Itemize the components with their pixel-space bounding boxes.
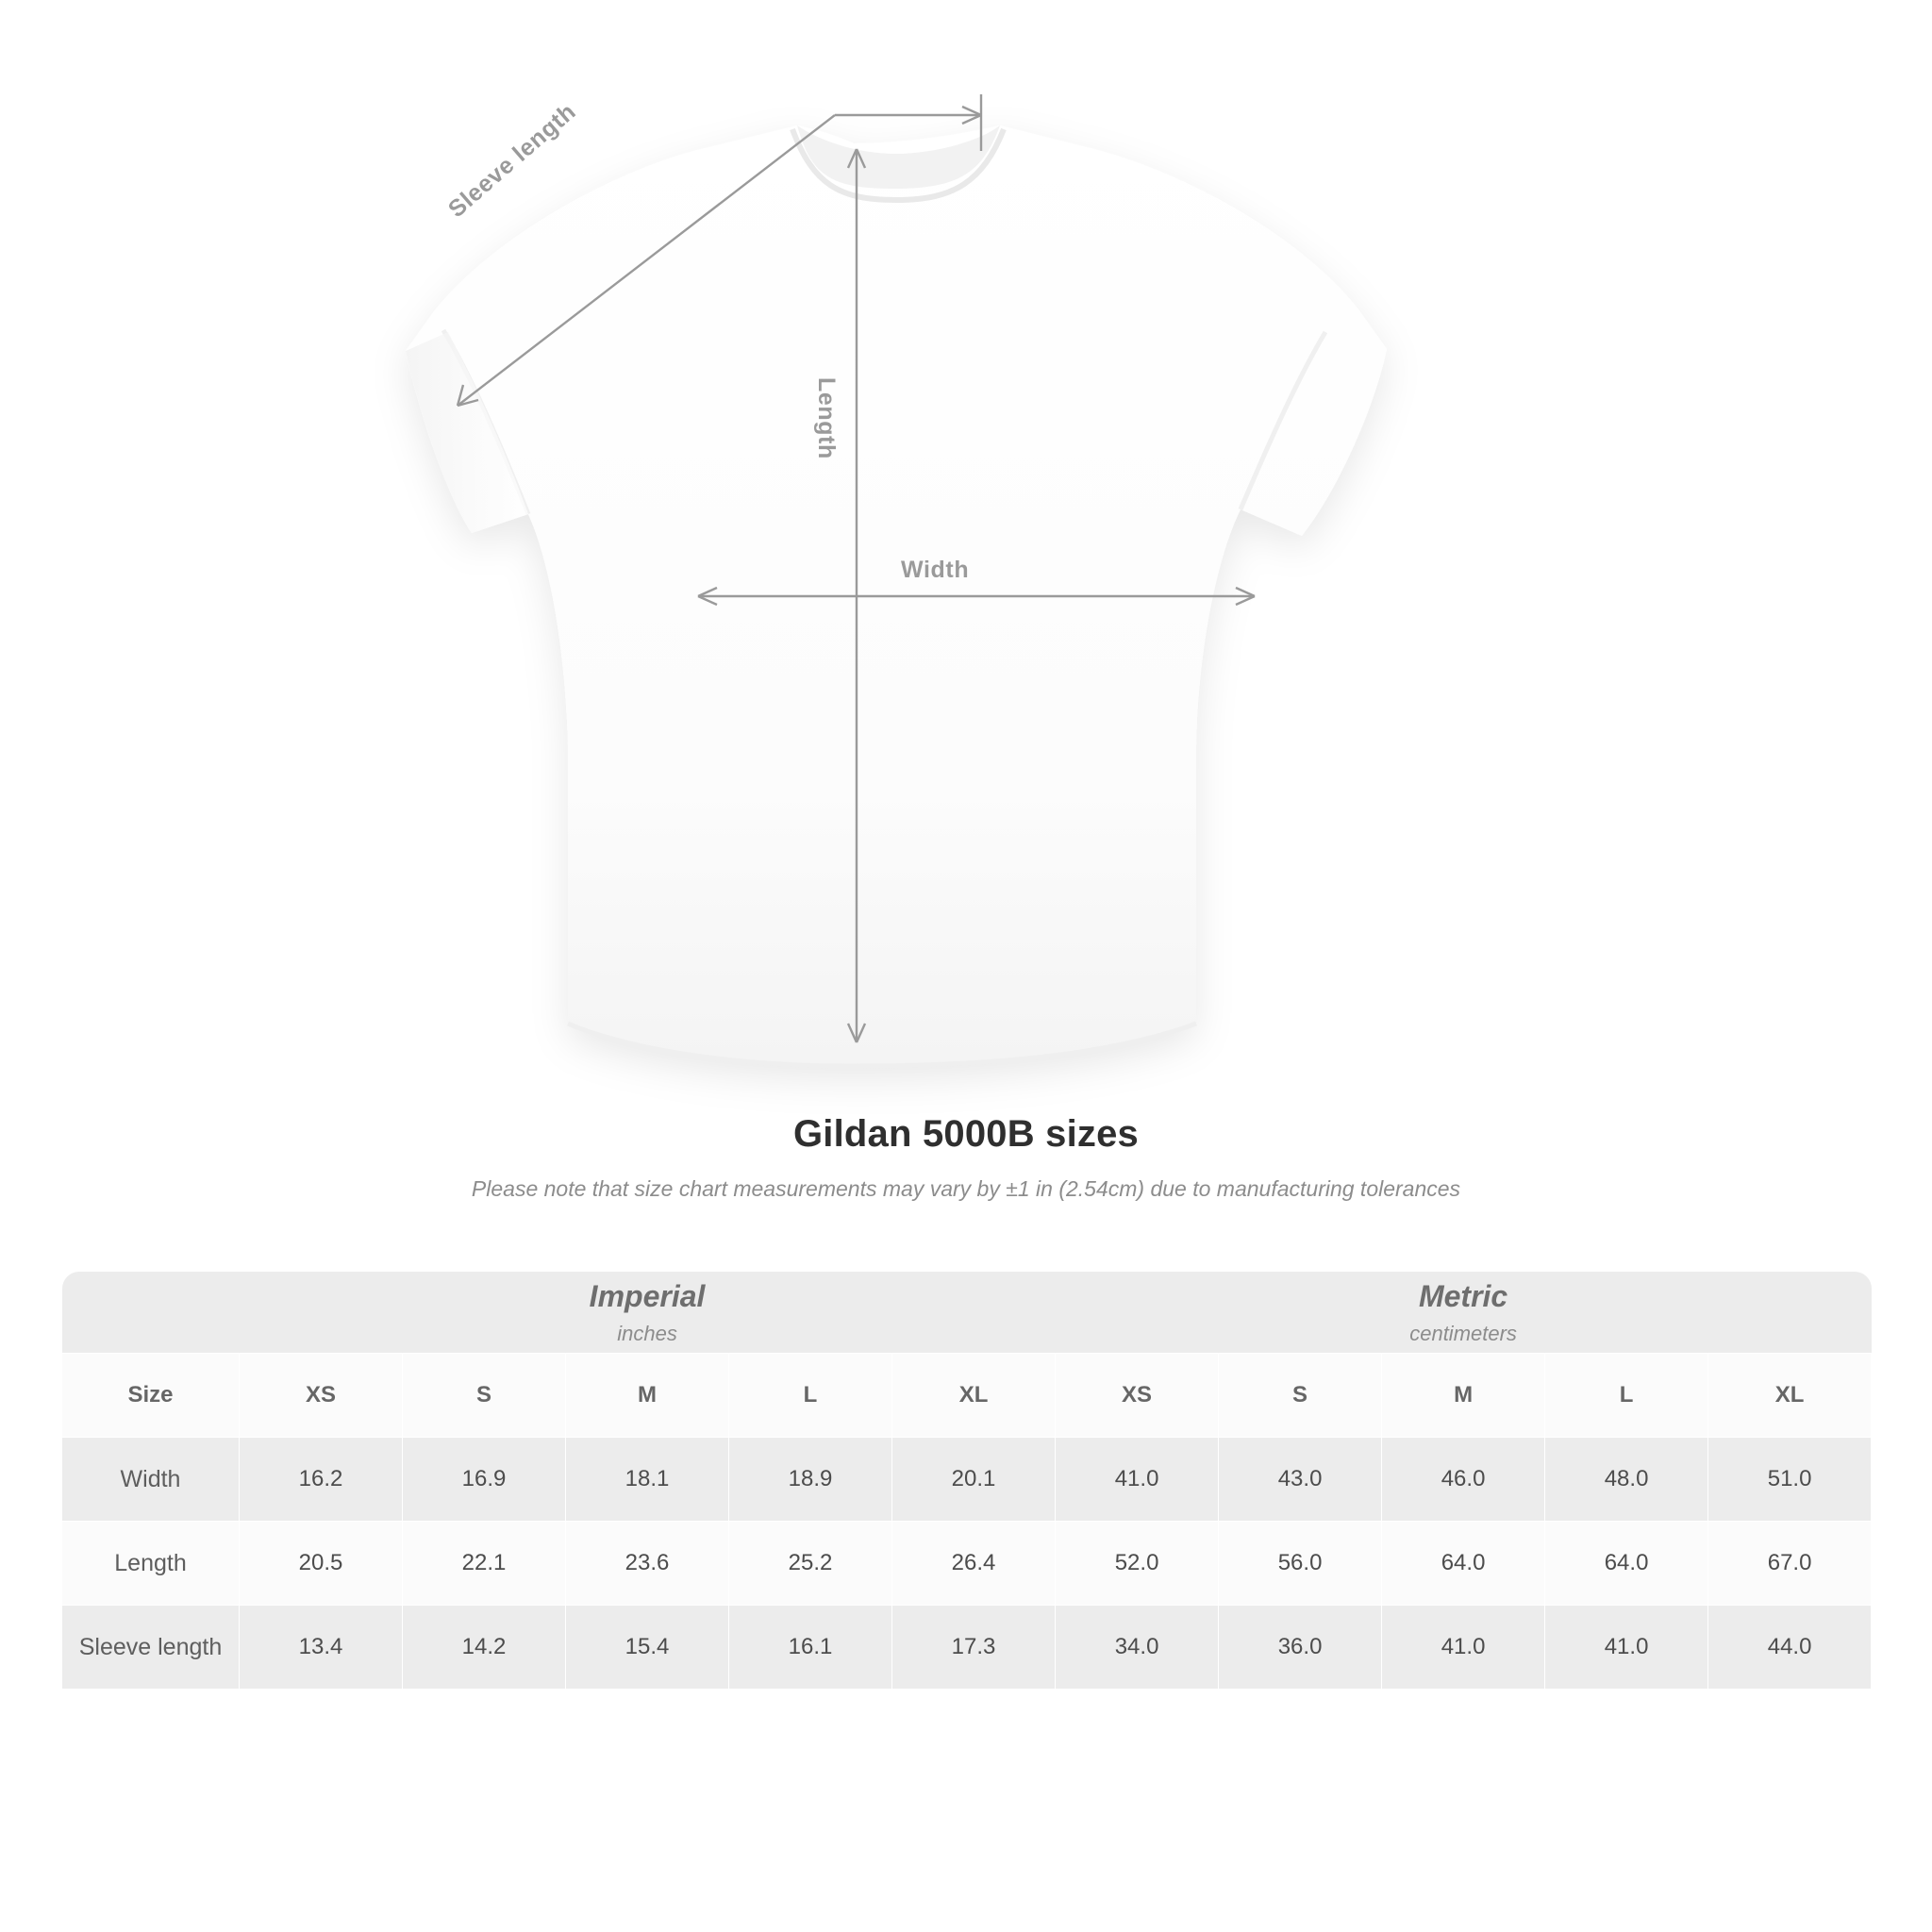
cell-length-8: 64.0 bbox=[1545, 1522, 1708, 1606]
size-table-container bbox=[61, 1272, 1871, 1690]
unit-group-row bbox=[62, 1272, 1872, 1354]
header-col-7: M bbox=[1382, 1354, 1545, 1438]
size-table bbox=[61, 1272, 1872, 1690]
cell-width-3: 18.9 bbox=[729, 1438, 892, 1522]
header-col-3: L bbox=[729, 1354, 892, 1438]
row-label-width: Width bbox=[62, 1438, 240, 1522]
table-row bbox=[62, 1606, 1872, 1690]
row-label-sleeve-length: Sleeve length bbox=[62, 1606, 240, 1690]
table-row bbox=[62, 1438, 1872, 1522]
cell-width-7: 46.0 bbox=[1382, 1438, 1545, 1522]
unit-group-imperial-sub: inches bbox=[617, 1321, 677, 1345]
header-col-4: XL bbox=[892, 1354, 1056, 1438]
cell-sleeve-8: 41.0 bbox=[1545, 1606, 1708, 1690]
cell-width-9: 51.0 bbox=[1708, 1438, 1872, 1522]
unit-group-metric-name: Metric bbox=[1418, 1278, 1508, 1313]
row-label-length: Length bbox=[62, 1522, 240, 1606]
cell-sleeve-1: 14.2 bbox=[403, 1606, 566, 1690]
header-col-9: XL bbox=[1708, 1354, 1872, 1438]
cell-length-0: 20.5 bbox=[240, 1522, 403, 1606]
cell-sleeve-2: 15.4 bbox=[566, 1606, 729, 1690]
unit-group-imperial bbox=[240, 1272, 1056, 1354]
title-block bbox=[0, 1113, 1932, 1202]
header-col-5: XS bbox=[1056, 1354, 1219, 1438]
cell-width-5: 41.0 bbox=[1056, 1438, 1219, 1522]
cell-length-5: 52.0 bbox=[1056, 1522, 1219, 1606]
cell-length-7: 64.0 bbox=[1382, 1522, 1545, 1606]
cell-length-4: 26.4 bbox=[892, 1522, 1056, 1606]
header-col-8: L bbox=[1545, 1354, 1708, 1438]
cell-width-2: 18.1 bbox=[566, 1438, 729, 1522]
cell-width-0: 16.2 bbox=[240, 1438, 403, 1522]
sleeve-length-dimension-label: Sleeve length bbox=[443, 98, 581, 224]
header-size: Size bbox=[62, 1354, 240, 1438]
page-title: Gildan 5000B sizes bbox=[792, 1113, 1139, 1155]
width-dimension-label: Width bbox=[901, 557, 970, 583]
cell-length-9: 67.0 bbox=[1708, 1522, 1872, 1606]
cell-length-2: 23.6 bbox=[566, 1522, 729, 1606]
header-col-1: S bbox=[403, 1354, 566, 1438]
cell-sleeve-4: 17.3 bbox=[892, 1606, 1056, 1690]
cell-length-6: 56.0 bbox=[1219, 1522, 1382, 1606]
cell-width-6: 43.0 bbox=[1219, 1438, 1382, 1522]
cell-sleeve-3: 16.1 bbox=[729, 1606, 892, 1690]
length-dimension-label: Length bbox=[813, 377, 840, 459]
cell-width-8: 48.0 bbox=[1545, 1438, 1708, 1522]
table-row bbox=[62, 1522, 1872, 1606]
cell-length-3: 25.2 bbox=[729, 1522, 892, 1606]
table-header-row bbox=[62, 1354, 1872, 1438]
header-col-6: S bbox=[1219, 1354, 1382, 1438]
tolerance-note: Please note that size chart measurements may vary by ±1 in (2.54cm) due to manufacturing tolerances bbox=[471, 1176, 1461, 1201]
cell-sleeve-7: 41.0 bbox=[1382, 1606, 1545, 1690]
cell-width-4: 20.1 bbox=[892, 1438, 1056, 1522]
cell-sleeve-9: 44.0 bbox=[1708, 1606, 1872, 1690]
unit-group-metric-sub: centimeters bbox=[1409, 1321, 1517, 1345]
unit-group-imperial-name: Imperial bbox=[589, 1278, 706, 1313]
cell-sleeve-6: 36.0 bbox=[1219, 1606, 1382, 1690]
unit-group-spacer bbox=[62, 1272, 240, 1354]
cell-length-1: 22.1 bbox=[403, 1522, 566, 1606]
header-col-2: M bbox=[566, 1354, 729, 1438]
cell-width-1: 16.9 bbox=[403, 1438, 566, 1522]
unit-group-metric bbox=[1056, 1272, 1872, 1354]
cell-sleeve-0: 13.4 bbox=[240, 1606, 403, 1690]
cell-sleeve-5: 34.0 bbox=[1056, 1606, 1219, 1690]
header-col-0: XS bbox=[240, 1354, 403, 1438]
